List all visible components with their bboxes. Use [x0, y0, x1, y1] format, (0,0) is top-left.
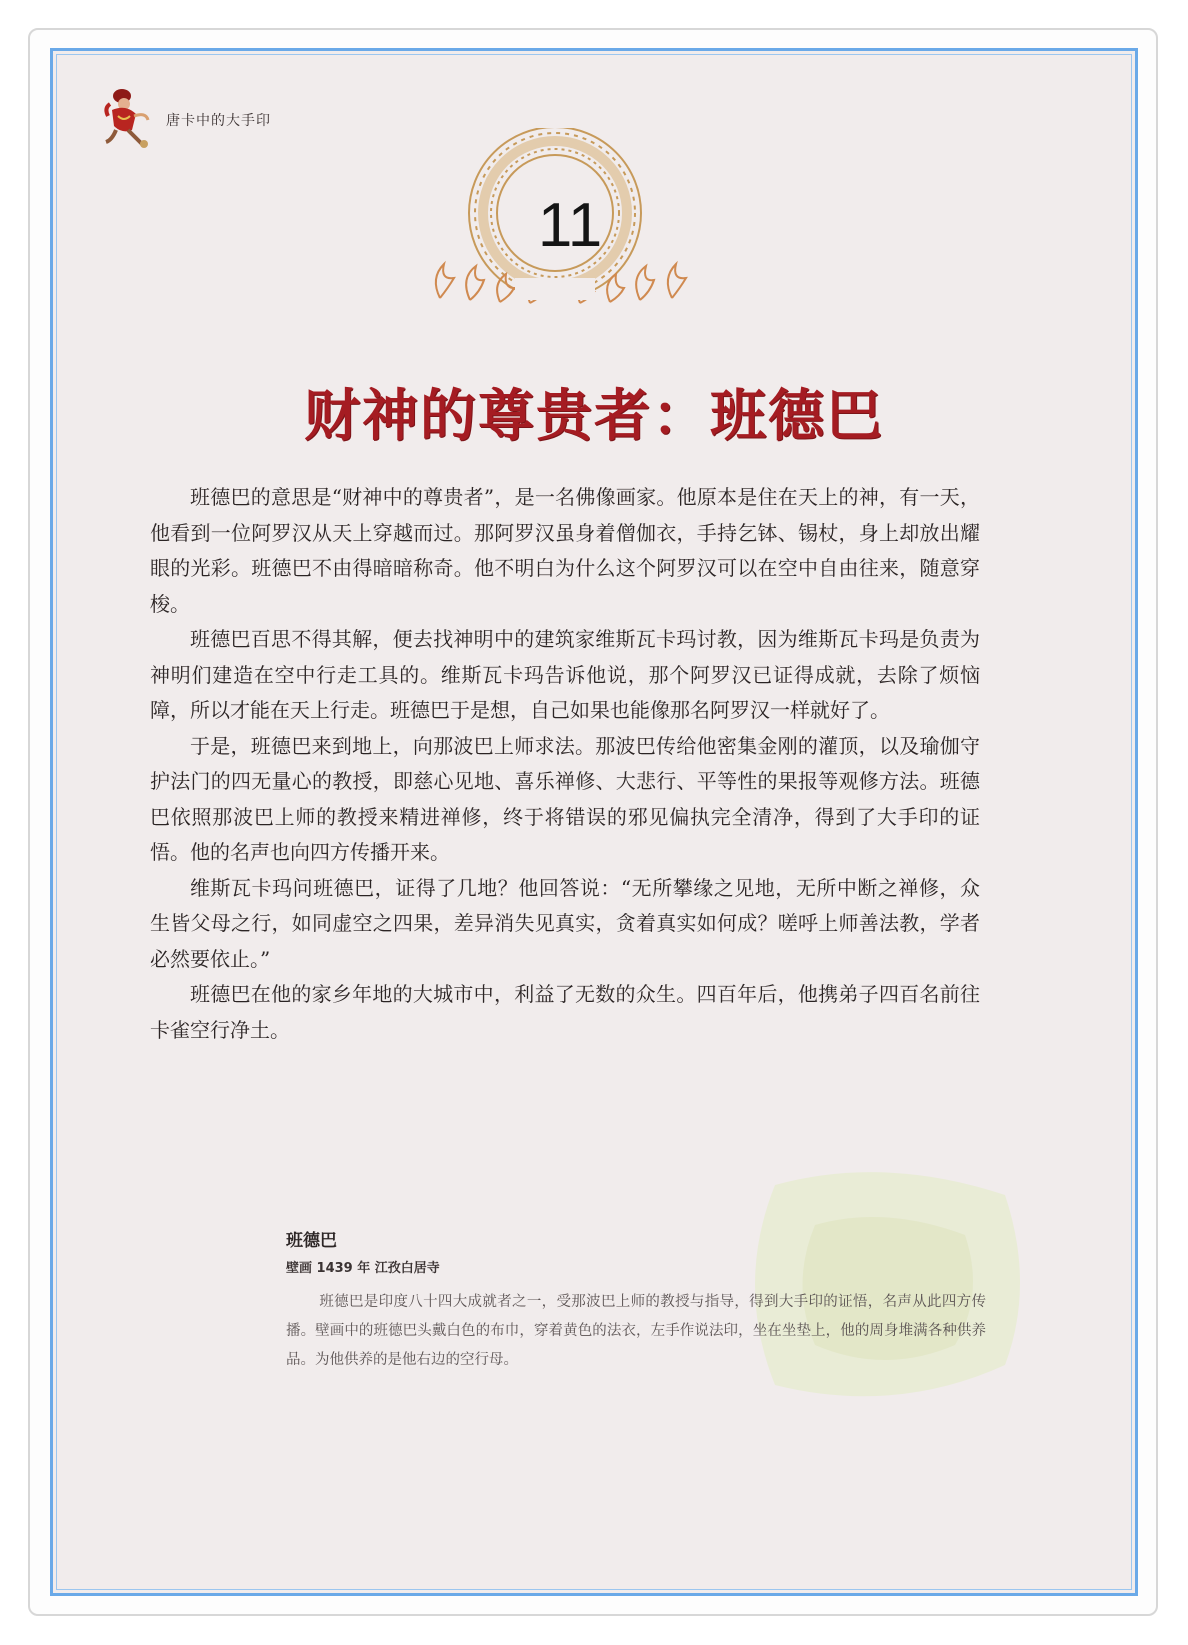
paragraph: 班德巴百思不得其解，便去找神明中的建筑家维斯瓦卡玛讨教，因为维斯瓦卡玛是负责为神明们建造在空中行走工具的。维斯瓦卡玛告诉他说，那个阿罗汉已证得成就，去除了烦恼障，所以才能在天上行走。班德巴于是想，自己如果也能像那名阿罗汉一样就好了。: [150, 627, 980, 722]
chapter-title: 财神的尊贵者：班德巴: [304, 384, 884, 449]
paragraph: 维斯瓦卡玛问班德巴，证得了几地？他回答说：“无所攀缘之见地，无所中断之禅修，众生皆父母之行，如同虚空之四果，差异消失见真实，贪着真实如何成？嗟呼上师善法教，学者必然要依止。”: [150, 875, 980, 971]
dancing-deity-icon: [102, 86, 154, 150]
paragraph: 班德巴的意思是“财神中的尊贵者”，是一名佛像画家。他原本是住在天上的神，有一天，他看到一位阿罗汉从天上穿越而过。那阿罗汉虽身着僧伽衣，手持乞钵、锡杖，身上却放出耀眼的光彩。班德巴不由得暗暗称奇。他不明白为什么这个阿罗汉可以在空中自由往来，随意穿梭。: [150, 485, 980, 616]
caption-meta: 壁画 1439 年 江孜白居寺: [286, 1261, 440, 1276]
paragraph: 班德巴在他的家乡年地的大城市中，利益了无数的众生。四百年后，他携弟子四百名前往卡雀空行净土。: [150, 982, 980, 1042]
paragraph: 于是，班德巴来到地上，向那波巴上师求法。那波巴传给他密集金刚的灌顶，以及瑜伽守护法门的四无量心的教授，即慈心见地、喜乐禅修、大悲行、平等性的果报等观修方法。班德巴依照那波巴上师的教授来精进禅修，终于将错误的邪见偏执完全清净，得到了大手印的证悟。他的名声也向四方传播开来。: [150, 733, 980, 864]
caption-text: 班德巴是印度八十四大成就者之一，受那波巴上师的教授与指导，得到大手印的证悟，名声从此四方传播。壁画中的班德巴头戴白色的布巾，穿着黄色的法衣，左手作说法印，坐在坐垫上，他的周身堆满各种供养品。为他供养的是他右边的空行母。: [286, 1294, 986, 1368]
figure-caption: [286, 1226, 986, 1375]
running-header: 唐卡中的大手印: [166, 113, 271, 129]
caption-title: 班德巴: [286, 1231, 337, 1251]
body-text: [150, 480, 980, 1048]
chapter-number: 11: [537, 191, 603, 260]
